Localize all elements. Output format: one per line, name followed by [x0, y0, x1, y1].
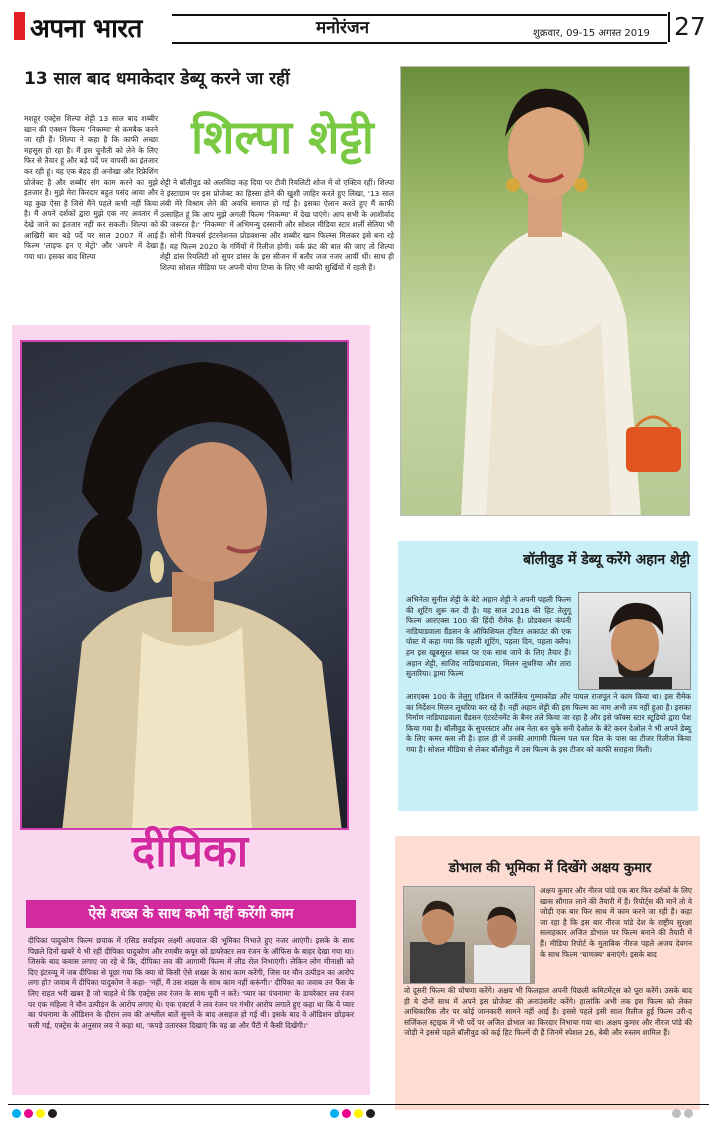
deepika-photo: [20, 340, 349, 830]
brand-logo: अपना भारत: [30, 14, 142, 44]
registration-dot: [36, 1109, 45, 1118]
akshay-photo-illustration: [404, 887, 535, 984]
ahan-photo: [578, 592, 691, 690]
shilpa-photo: [400, 66, 690, 516]
footer-rule: [8, 1104, 709, 1105]
akshay-headline: डोभाल की भूमिका में दिखेंगे अक्षय कुमार: [448, 860, 652, 876]
masthead-rule-top: [172, 14, 667, 16]
shilpa-body-col2: शेट्टी ने बॉलीवुड को अलविदा कह दिया पर टीवी रियलिटी शोज में वो एक्टिव रहीं। शिल्पा ने इंस्टाग्राम पर इस प्रोजेक्ट का हिस्सा होने की खुशी जाहिर करते हुए लिखा, '13 साल लंबी मेरे विश्राम लेने की अवधि समाप्त हो गई है। इसका ऐलान करते हुए मैं काफी उत्साहित हूं कि आप मुझे अगली फिल्म 'निकम्मा' में देख पाएंगे। आप सभी के आशीर्वाद की जरूरत है।' 'निकम्मा' में अभिमन्यु दस्सानी और सोशल मीडिया स्टार शर्ली सेतिया भी हैं। सोनी पिक्चर्स इंटरनेशनल प्रोडक्शन्स और शब्बीर खान फिल्म्स मिलकर इसे बना रहे हैं। यह फिल्म 2020 के गर्मियों में रिलीज होगी। वर्क फ्रंट की बात की जाए तो शिल्पा शेट्टी डांस रियलिटी शो सुपर डांसर के इस सीजन में बतौर जज नजर आयीं थीं। साथ ही शिल्पा सोशल मीडिया पर अपनी योगा टिप्स के लिए भी काफी सुर्खियों में रहती हैं।: [160, 178, 394, 272]
registration-dot: [342, 1109, 351, 1118]
akshay-body-bottom: वो दूसरी फिल्म की घोषणा करेंगे। अक्षय भी फिलहाल अपनी पिछली कमिटमेंट्स को पूरा करेंगे। उसके बाद ही ये दोनों साथ में अपने इस प्रोजेक्ट की अनाउंसमेंट करेंगे। हालांकि अभी तक इस फिल्म को लेकर आधिकारिक तौर पर कोई जानकारी सामने नहीं आई है। इससे पहले इसी साल रिलीज हुई फिल्म उरी-द सर्जिकल स्ट्राइक में भी पर्दे पर अजित डोभाल का किरदार निभाया गया था। अक्षय कुमार और नीरज पांडे की जोड़ी ने इससे पहले बॉलीवुड को कई हिट फिल्में दी हैं जिनमें स्पेशल 26, बेबी और रुस्तम शामिल हैं।: [404, 986, 692, 1038]
akshay-body-top: अक्षय कुमार और नीरज पांडे एक बार फिर दर्शकों के लिए खास सौगात लाने की तैयारी में हैं। रिपोर्ट्स की मानें तो ये जोड़ी एक बार फिर साथ में काम करने जा रही है। कहा जा रहा है कि इस बार नीरज पांडे देश के राष्ट्रीय सुरक्षा सलाहकार अजित डोभाल पर फिल्म बनाने की तैयारी में हैं। मीडिया रिपोर्ट के मुताबिक नीरज पहले अजय देवगन के साथ फिल्म 'चाणक्य' बनाएंगे। इसके बाद: [540, 886, 692, 959]
registration-dot: [24, 1109, 33, 1118]
deepika-body: दीपिका पादुकोण फिल्म छपाक में एसिड सर्वाइवर लक्ष्मी अग्रवाल की भूमिका निभाते हुए नजर आएंगी। इसके के साथ पिछले दिनों खबरें ये भी रहीं दीपिका पादुकोण और रणबीर कपूर को डायरेक्टर लव रंजन के ऑफिस के बाहर देखा गया था। जिसके बाद कयास लगाए जा रहे थे कि, दीपिका लव की आगामी फिल्म में लीड रोल निभाएंगी। लेकिन लोग मीनाक्षी को दिए इंटरव्यू में जब दीपिका से पूछा गया कि क्या वो किसी ऐसे शख्स के साथ काम करेंगी, जिस पर यौन उत्पीड़न का आरोप लगा हो? जवाब में दीपिका पादुकोण ने कहा- 'नहीं, मैं उस शख्स के साथ काम नहीं करूंगी।' दीपिका का जवाब उन फैंस के लिए राहत भरी खबर है जो चाहते थे कि एक्ट्रेस लव रंजन के साथ मूवी न करें। 'प्यार का पंचनामा' के डायरेक्टर लव रंजन पर एक महिला ने यौन उत्पीड़न के आरोप लगाए थे। एक एक्टर्स ने लव रंजन पर गंभीर आरोप लगाते हुए कहा था कि ये प्यार का पंचनामा के ऑडिशन के दौरान लव की अश्लील बातें सुनने के बाद असहज हो गई थी। इसके बाद वे ऑडिशन छोड़कर चली गई, एक्ट्रेस के अनुसार लव ने कहा था, 'कपड़े उतारकर दिखाएं कि वह ब्रा और पैंटी में कैसी दिखेंगी।': [28, 936, 354, 1030]
ahan-photo-illustration: [579, 593, 691, 690]
registration-dot: [366, 1109, 375, 1118]
ahan-body-top: अभिनेता सुनील शेट्टी के बेटे अहान शेट्टी ने अपनी पहली फिल्म की शूटिंग शुरू कर दी है। यह साल 2018 की हिट तेलुगू फिल्म आरएक्स 100 की हिंदी रीमेक है। प्रोडक्शन कंपनी नाडियाडवाला ग्रैंडसन के ऑफिशियल ट्विटर अकाउंट की एक पोस्ट में कहा गया कि पहली शूटिंग, पहला दिन, पहला क्लैप। हम इस खूबसूरत सफर पर एक साथ जाने के लिए तैयार हैं। अहान शेट्टी, साजिद नाडियाडवाला, मिलन लूथरिया और तारा सुतारिया। ड्रामा फिल्म: [406, 595, 571, 679]
registration-dot: [684, 1109, 693, 1118]
ahan-body-bottom: आरएक्स 100 के तेलुगु एडिशन में कार्तिकेय गुम्माकोंडा और पायल राजपूत ने काम किया था। इस रीमेक का निर्देशन मिलन लूथरिया कर रहे हैं। नहीं अहान शेट्टी की इस फिल्म का नाम अभी तय नहीं हुआ है। इसका निर्माण नाडियाडवाला ग्रैंडसन एंटरटेनमेंट के बैनर तले किया जा रहा है और इसे फॉक्स स्टार स्टूडियो द्वारा पेश किया गया है। बॉलीवुड के सुपरस्टार और अब नेता बन चुके सनी देओल के बेटे करन देओल ने भी अपने डेब्यू के लिए कमर कस ली है। हाल ही में उनकी आगामी फिल्म पल पल दिल के पास का टीजर रिलीज किया गया है। सोशल मीडिया से लेकर बॉलीवुड में उस फिल्म के इस टीजर को काफी सराहना मिली।: [406, 692, 691, 754]
akshay-photo: [403, 886, 535, 984]
registration-dot: [672, 1109, 681, 1118]
registration-dot: [330, 1109, 339, 1118]
shilpa-body-col1: मशहूर एक्ट्रेस शिल्पा शेट्टी 13 साल बाद शब्बीर खान की एक्शन फिल्म 'निकम्मा' से कमबैक करने जा रही हैं। शिल्पा ने कहा है कि काफी अच्छा महसूस हो रहा है। मैं इस चुनौती को लेने के लिए फिर से तैयार हूं और बड़े पर्दे पर वापसी का इंतजार कर रही हूं। यह एक बेहद ही अनोखा और रिफ्रेशिंग प्रोजेक्ट है और शब्बीर संग काम करने का मुझे इंतजार है। मुझे मेरा किरदार बहुत पसंद आया और यह कुछ ऐसा है जिसे मैंने पहले कभी नहीं किया है। मैं अपने दर्शकों द्वारा मुझे एक नए अवतार में देखे जाने का इंतजार नहीं कर सकती। शिल्पा को आखिरी बार बड़े पर्दे पर साल 2007 में आई फिल्म 'लाइफ इन ए मेट्रो' और 'अपने' में देखा गया था। इसका बाद शिल्पा: [24, 114, 158, 261]
deepika-name-title: दीपिका: [131, 826, 249, 877]
shilpa-headline: 13 साल बाद धमाकेदार डेब्यू करने जा रहीं: [24, 69, 290, 89]
masthead-rule-bottom: [172, 42, 667, 44]
registration-dot: [12, 1109, 21, 1118]
brand-accent-bar: [14, 12, 25, 40]
ahan-headline: बॉलीवुड में डेब्यू करेंगे अहान शेट्टी: [523, 552, 690, 568]
shilpa-photo-illustration: [401, 67, 690, 516]
page-number: 27: [668, 12, 706, 42]
registration-dot: [48, 1109, 57, 1118]
masthead: [0, 0, 717, 52]
section-title: मनोरंजन: [316, 18, 370, 38]
deepika-subheadline: ऐसे शख्स के साथ कभी नहीं करेंगी काम: [26, 900, 356, 928]
deepika-photo-illustration: [22, 342, 349, 830]
shilpa-name-title: शिल्पा शेट्टी: [191, 110, 374, 164]
registration-dot: [354, 1109, 363, 1118]
print-registration-strip: [0, 1104, 717, 1130]
issue-date: शुक्रवार, 09-15 अगस्त 2019: [533, 28, 650, 39]
